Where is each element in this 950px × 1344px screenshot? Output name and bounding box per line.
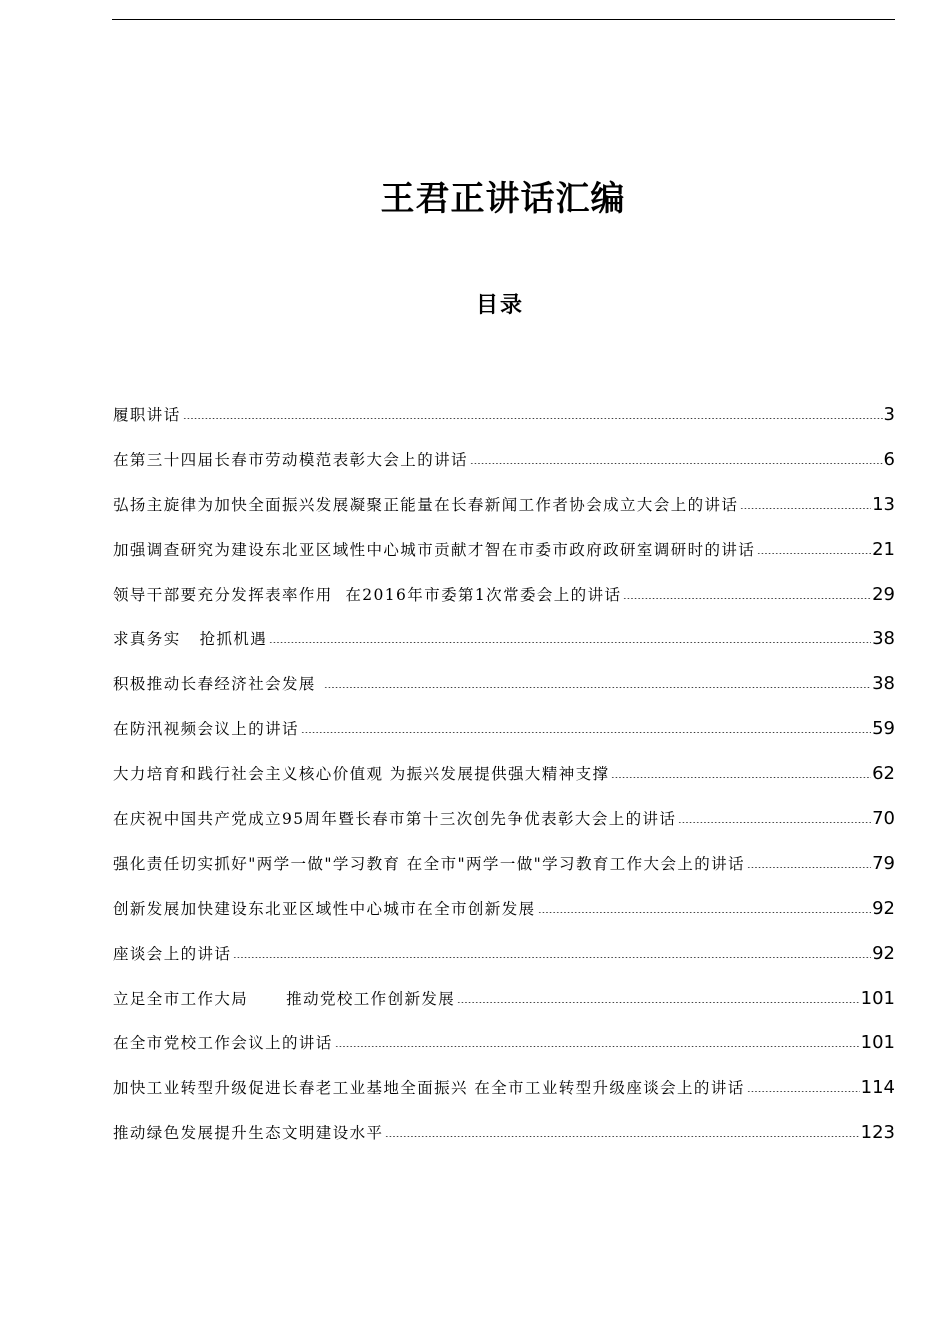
toc-leader-dots xyxy=(457,1002,859,1003)
toc-entry[interactable] xyxy=(113,761,895,806)
toc-leader-dots xyxy=(757,553,871,554)
toc-leader-dots xyxy=(324,687,871,688)
toc-entry[interactable] xyxy=(113,851,895,896)
toc-leader-dots xyxy=(183,418,883,419)
toc-page-number: 6 xyxy=(883,448,895,470)
toc-entry-title: 领导干部要充分发挥表率作用 在2016年市委第1次常委会上的讲话 xyxy=(113,585,622,604)
header-rule xyxy=(112,19,895,20)
toc-page-number: 21 xyxy=(872,538,895,560)
toc-entry[interactable] xyxy=(113,1030,895,1075)
toc-entry-title: 推动绿色发展提升生态文明建设水平 xyxy=(113,1124,384,1143)
toc-entry-title: 求真务实 抢抓机遇 xyxy=(113,630,268,649)
toc-page-number: 29 xyxy=(872,583,895,605)
toc-entry[interactable] xyxy=(113,671,895,716)
toc-entry-title: 座谈会上的讲话 xyxy=(113,944,232,963)
toc-page-number: 59 xyxy=(872,718,895,740)
table-of-contents xyxy=(113,402,895,1165)
toc-page-number: 3 xyxy=(883,404,895,425)
document-title: 王君正讲话汇编 xyxy=(380,179,626,219)
toc-leader-dots xyxy=(269,642,871,643)
toc-leader-dots xyxy=(623,598,871,599)
toc-entry-title: 加快工业转型升级促进长春老工业基地全面振兴 在全市工业转型升级座谈会上的讲话 xyxy=(113,1079,745,1098)
toc-page-number: 70 xyxy=(872,808,895,830)
toc-leader-dots xyxy=(335,1046,860,1047)
toc-entry-title: 加强调查研究为建设东北亚区域性中心城市贡献才智在市委市政府政研室调研时的讲话 xyxy=(113,540,756,559)
toc-leader-dots xyxy=(678,822,871,823)
toc-entry[interactable] xyxy=(113,492,895,537)
toc-page-number: 13 xyxy=(872,493,895,515)
toc-leader-dots xyxy=(470,463,883,464)
toc-leader-dots xyxy=(233,957,871,958)
toc-page-number: 38 xyxy=(872,628,895,650)
toc-entry[interactable] xyxy=(113,896,895,941)
toc-entry-title: 在防汛视频会议上的讲话 xyxy=(113,720,299,739)
toc-heading: 目录 xyxy=(475,293,524,318)
toc-entry[interactable] xyxy=(113,1075,895,1120)
toc-entry-title: 创新发展加快建设东北亚区域性中心城市在全市创新发展 xyxy=(113,899,536,918)
toc-entry[interactable] xyxy=(113,537,895,582)
toc-entry[interactable] xyxy=(113,447,895,492)
toc-page-number: 92 xyxy=(872,942,895,964)
toc-entry-title: 弘扬主旋律为加快全面振兴发展凝聚正能量在长春新闻工作者协会成立大会上的讲话 xyxy=(113,495,739,514)
toc-leader-dots xyxy=(740,508,871,509)
toc-entry[interactable] xyxy=(113,582,895,627)
toc-leader-dots xyxy=(747,1091,860,1092)
toc-entry-title: 履职讲话 xyxy=(113,406,181,424)
toc-entry[interactable] xyxy=(113,1120,895,1165)
toc-entry-title: 立足全市工作大局 推动党校工作创新发展 xyxy=(113,989,456,1008)
toc-page-number: 79 xyxy=(872,852,895,874)
toc-entry[interactable] xyxy=(113,402,895,447)
toc-entry-title: 在第三十四届长春市劳动模范表彰大会上的讲话 xyxy=(113,450,468,469)
toc-page-number: 123 xyxy=(860,1122,895,1144)
toc-page-number: 101 xyxy=(860,1032,895,1054)
toc-leader-dots xyxy=(538,912,872,913)
toc-entry[interactable] xyxy=(113,626,895,671)
toc-entry-title: 积极推动长春经济社会发展 xyxy=(113,675,323,694)
toc-entry-title: 大力培育和践行社会主义核心价值观 为振兴发展提供强大精神支撑 xyxy=(113,765,610,784)
toc-leader-dots xyxy=(385,1136,859,1137)
toc-page-number: 101 xyxy=(860,987,895,1009)
toc-page-number: 114 xyxy=(860,1077,895,1099)
toc-leader-dots xyxy=(301,732,871,733)
toc-entry[interactable] xyxy=(113,716,895,761)
toc-entry-title: 在庆祝中国共产党成立95周年暨长春市第十三次创先争优表彰大会上的讲话 xyxy=(113,810,677,829)
toc-page-number: 62 xyxy=(872,763,895,785)
toc-page-number: 92 xyxy=(872,897,895,919)
toc-leader-dots xyxy=(611,777,871,778)
toc-page-number: 38 xyxy=(872,673,895,695)
toc-entry[interactable] xyxy=(113,941,895,986)
toc-entry-title: 在全市党校工作会议上的讲话 xyxy=(113,1034,333,1053)
toc-leader-dots xyxy=(747,867,871,868)
toc-entry[interactable] xyxy=(113,806,895,851)
toc-entry-title: 强化责任切实抓好"两学一做"学习教育 在全市"两学一做"学习教育工作大会上的讲话 xyxy=(113,854,745,873)
toc-entry[interactable] xyxy=(113,986,895,1031)
